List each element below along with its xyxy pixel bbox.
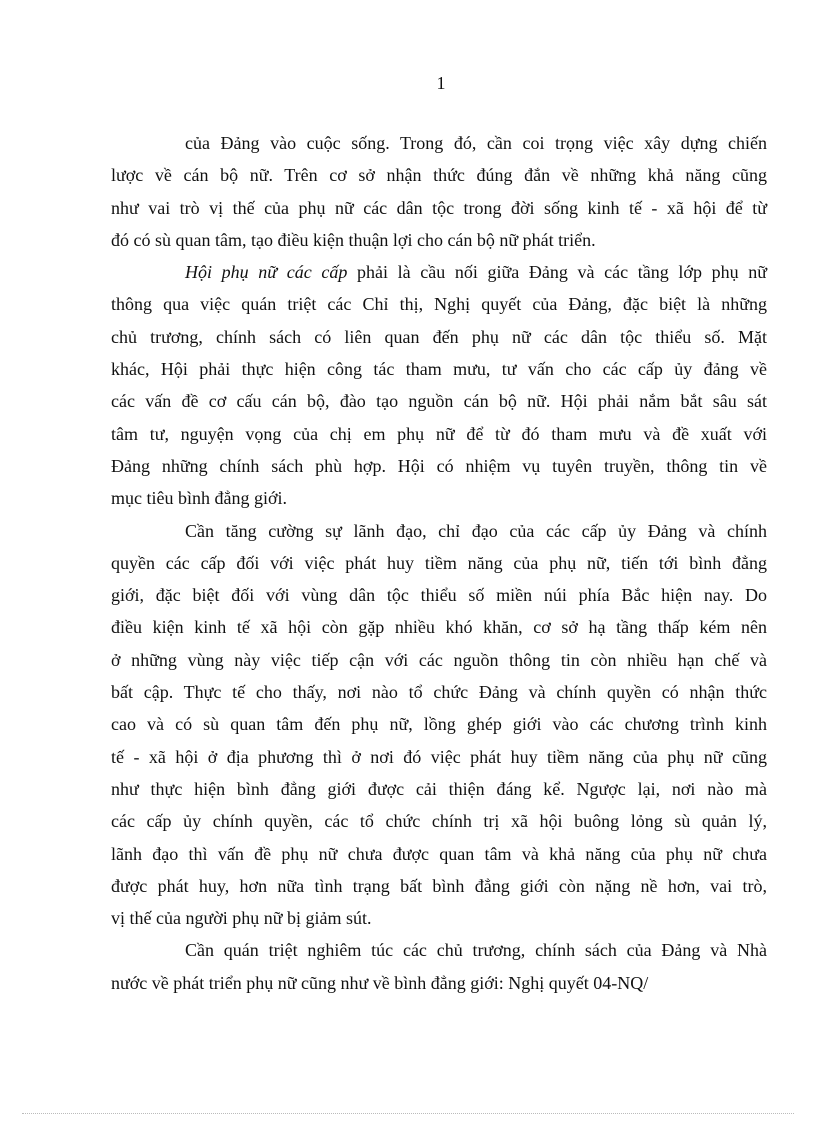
text-line	[111, 418, 767, 450]
line-text: mục tiêu bình đẳng giới.	[111, 488, 287, 509]
text-line	[111, 579, 767, 611]
text-line	[111, 644, 767, 676]
paragraph	[111, 515, 767, 935]
text-line	[111, 676, 767, 708]
text-line	[111, 224, 767, 256]
text-line	[111, 450, 767, 482]
line-text: Cần quán triệt nghiêm túc các chủ trương, chính sách của Đảng và Nhà	[185, 940, 767, 961]
line-text: đó có sù quan tâm, tạo điều kiện thuận lợi cho cán bộ nữ phát triển.	[111, 229, 596, 250]
line-text: như vai trò vị thế của phụ nữ các dân tộc trong đời sống kinh tế - xã hội để từ	[111, 197, 767, 218]
page-number: 1	[436, 73, 446, 93]
line-text: ở những vùng này việc tiếp cận với các nguồn thông tin còn nhiều hạn chế và	[111, 649, 767, 670]
text-line	[111, 353, 767, 385]
line-text: phải là cầu nối giữa Đảng và các tầng lớp phụ nữ	[347, 262, 767, 283]
line-text: tế - xã hội ở địa phương thì ở nơi đó việc phát huy tiềm năng của phụ nữ cũng	[111, 746, 767, 767]
line-text: của Đảng vào cuộc sống. Trong đó, cần coi trọng việc xây dựng chiến	[185, 133, 767, 153]
page-bottom-divider	[22, 1113, 794, 1114]
text-line	[111, 902, 767, 934]
text-line	[111, 256, 767, 288]
line-text: các cấp ủy chính quyền, các tổ chức chính trị xã hội buông lỏng sù quản lý,	[111, 811, 767, 832]
line-text: chủ trương, chính sách có liên quan đến phụ nữ các dân tộc thiểu số. Mặt	[111, 326, 767, 347]
line-text: vị thế của người phụ nữ bị giảm sút.	[111, 908, 372, 929]
text-line	[111, 838, 767, 870]
text-line	[111, 385, 767, 417]
text-line	[111, 547, 767, 579]
text-line	[111, 515, 767, 547]
line-text: Đảng những chính sách phù hợp. Hội có nhiệm vụ tuyên truyền, thông tin về	[111, 455, 767, 476]
text-line	[111, 934, 767, 966]
text-line	[111, 967, 767, 999]
text-line	[111, 870, 767, 902]
line-text: cao và có sù quan tâm đến phụ nữ, lồng ghép giới vào các chương trình kinh	[111, 714, 767, 735]
line-text: giới, đặc biệt đối với vùng dân tộc thiểu số miền núi phía Bắc hiện nay. Do	[111, 585, 767, 606]
paragraph	[111, 934, 767, 999]
text-line	[111, 741, 767, 773]
line-text: tâm tư, nguyện vọng của chị em phụ nữ để từ đó tham mưu và đề xuất với	[111, 423, 767, 444]
line-text: bất cập. Thực tế cho thấy, nơi nào tổ chức Đảng và chính quyền có nhận thức	[111, 682, 767, 703]
paragraph	[111, 256, 767, 514]
text-line	[111, 708, 767, 740]
text-line	[111, 159, 767, 191]
text-line	[111, 288, 767, 320]
line-text: khác, Hội phải thực hiện công tác tham mưu, tư vấn cho các cấp ủy đảng về	[111, 359, 767, 380]
line-text: quyền các cấp đối với việc phát huy tiềm năng của phụ nữ, tiến tới bình đẳng	[111, 552, 767, 573]
line-text: nước về phát triển phụ nữ cũng như về bình đẳng giới: Nghị quyết 04-NQ/	[111, 972, 649, 993]
italic-phrase: Hội phụ nữ các cấp	[185, 262, 348, 283]
line-text: được phát huy, hơn nữa tình trạng bất bình đẳng giới còn nặng nề hơn, vai trò,	[111, 875, 767, 896]
line-text: các vấn đề cơ cấu cán bộ, đào tạo nguồn cán bộ nữ. Hội phải nắm bắt sâu sát	[111, 391, 767, 412]
paragraph	[111, 127, 767, 256]
text-line	[111, 611, 767, 643]
text-line	[111, 192, 767, 224]
text-line	[111, 127, 767, 159]
line-text: lược về cán bộ nữ. Trên cơ sở nhận thức đúng đắn về những khả năng cũng	[111, 165, 767, 186]
line-text: Cần tăng cường sự lãnh đạo, chỉ đạo của các cấp ủy Đảng và chính	[185, 520, 767, 541]
text-line	[111, 805, 767, 837]
document-body	[111, 127, 767, 999]
line-text: lãnh đạo thì vấn đề phụ nữ chưa được quan tâm và khả năng của phụ nữ chưa	[111, 843, 767, 864]
text-line	[111, 773, 767, 805]
text-line	[111, 321, 767, 353]
line-text: điều kiện kinh tế xã hội còn gặp nhiều khó khăn, cơ sở hạ tầng thấp kém nên	[111, 617, 767, 638]
line-text: như thực hiện bình đẳng giới được cải thiện đáng kể. Ngược lại, nơi nào mà	[111, 778, 767, 799]
line-text: thông qua việc quán triệt các Chỉ thị, Nghị quyết của Đảng, đặc biệt là những	[111, 294, 767, 315]
text-line	[111, 482, 767, 514]
